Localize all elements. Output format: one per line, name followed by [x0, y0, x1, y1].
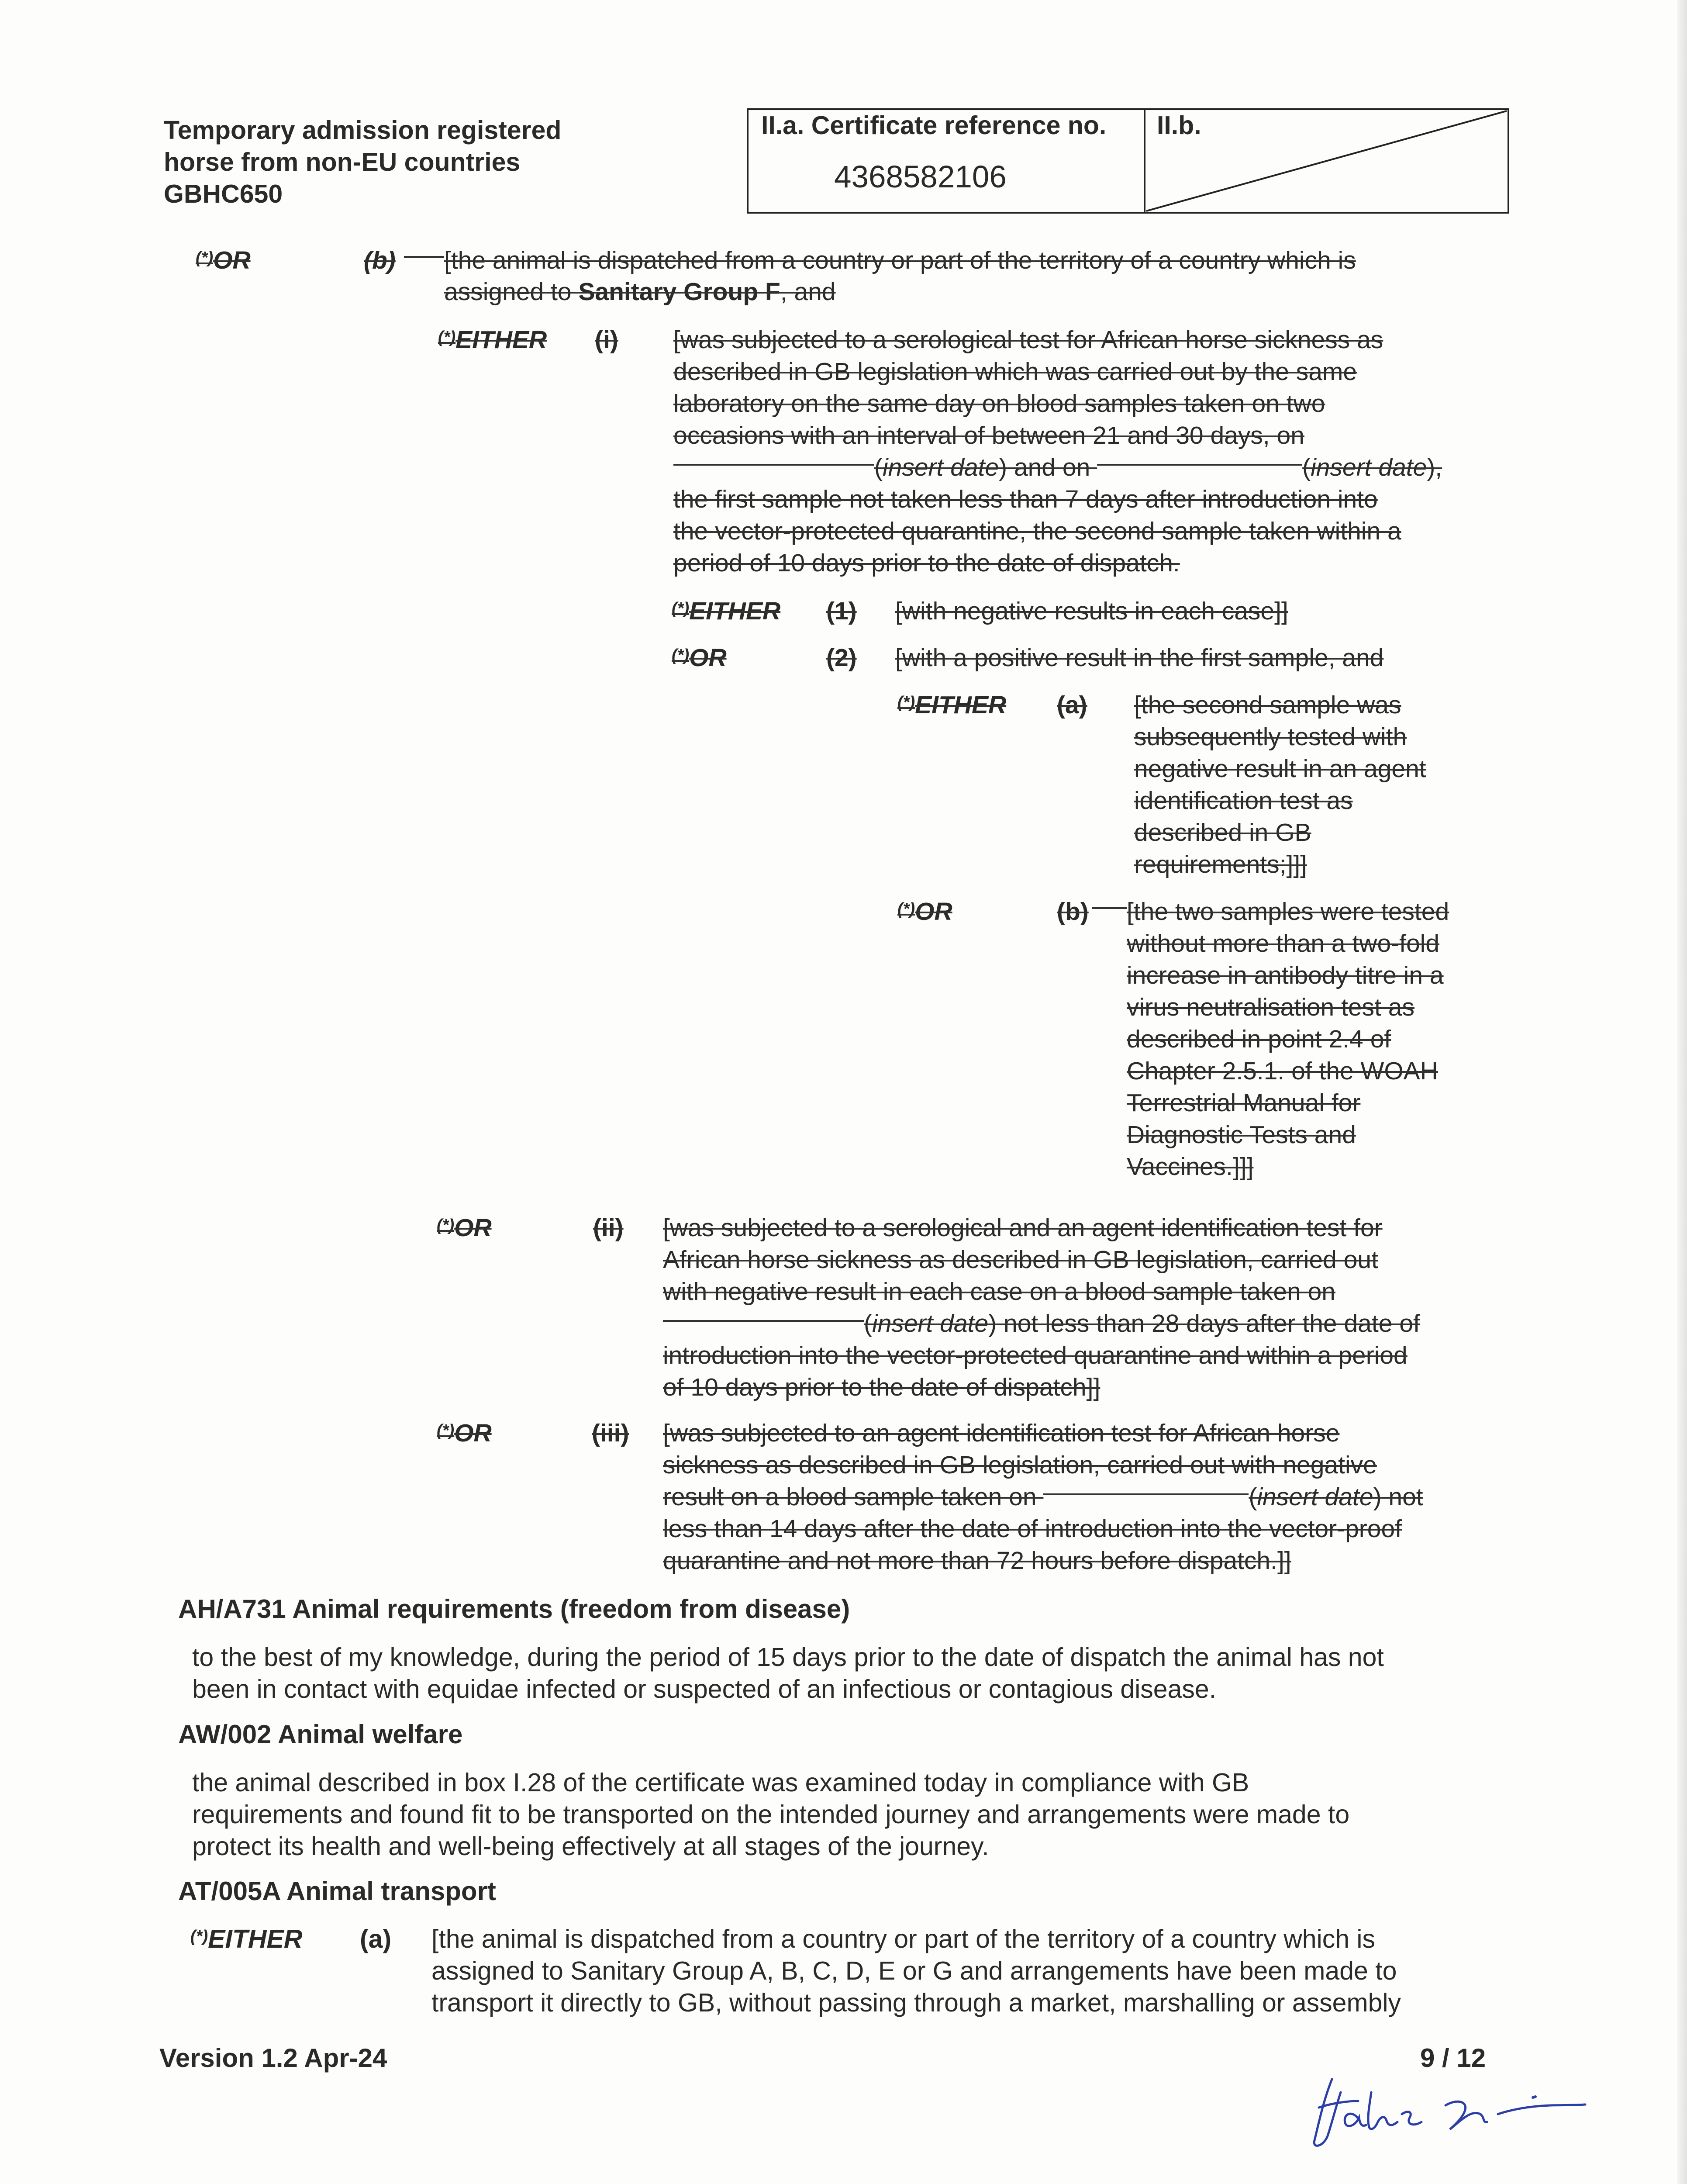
point-b-marker: (b) [364, 246, 396, 274]
point-ii-line6: of 10 days prior to the date of dispatch]] [663, 1373, 1101, 1401]
or-label: (*)OR [437, 1214, 492, 1242]
point-ii-line1: [was subjected to a serological and an agent identification test for [663, 1214, 1383, 1242]
sub-b-line6: Chapter 2.5.1. of the WOAH [1127, 1057, 1438, 1085]
point-i-line7: the vector-protected quarantine, the second sample taken within a [673, 517, 1401, 545]
sub-b-line3: increase in antibody titre in a [1127, 961, 1444, 989]
option-1-marker: (1) [826, 597, 857, 625]
sub-b-line4: virus neutralisation test as [1127, 993, 1414, 1021]
point-b-line1: [the animal is dispatched from a country or part of the territory of a country which is [444, 246, 1356, 274]
point-ii-line4: (insert date) not less than 28 days after the date of [663, 1308, 1420, 1339]
point-iii-line2: sickness as described in GB legislation, carried out with negative [663, 1451, 1377, 1479]
cert-ref-label: II.a. Certificate reference no. [761, 111, 1107, 140]
signature [1306, 2066, 1594, 2153]
or-label: (*)OR [897, 898, 952, 926]
point-i-line1: [was subjected to a serological test for African horse sickness as [673, 326, 1383, 354]
section-heading-at-005a: AT/005A Animal transport [178, 1876, 496, 1906]
either-label: (*)EITHER [190, 1925, 303, 1953]
at-005a-text: [the animal is dispatched from a country or part of the territory of a country which is assigned to Sanitary Group A, B, C, D, E or G and arrangements have been made to transport it directly to GB, without passing through a market, marshalling or assembly [431, 1925, 1401, 2017]
sub-a-line6: requirements;]]] [1134, 850, 1307, 878]
sub-a-line2: subsequently tested with [1134, 723, 1407, 751]
point-iii-line4: less than 14 days after the date of introduction into the vector-proof [663, 1515, 1402, 1543]
point-iii-line1: [was subjected to an agent identification test for African horse [663, 1419, 1340, 1447]
point-i-line8: period of 10 days prior to the date of dispatch. [673, 549, 1180, 577]
point-i-marker: (i) [595, 326, 618, 354]
or-label: (*)OR [437, 1419, 492, 1447]
point-i-line4: occasions with an interval of between 21 and 30 days, on [673, 422, 1304, 449]
either-label: (*)EITHER [897, 691, 1007, 719]
sub-b-line5: described in point 2.4 of [1127, 1025, 1391, 1053]
option-1-text: [with negative results in each case]] [895, 597, 1288, 625]
sub-b-line1: [the two samples were tested [1127, 898, 1449, 926]
point-ii-marker: (ii) [593, 1214, 624, 1242]
at-005a-marker: (a) [360, 1925, 392, 1953]
either-label: (*)EITHER [672, 597, 781, 625]
sub-b-line2: without more than a two-fold [1127, 930, 1440, 957]
sub-a-marker: (a) [1057, 691, 1087, 719]
cert-ref-value: 4368582106 [834, 160, 1007, 194]
sub-b-marker: (b) [1057, 898, 1089, 926]
iib-diagonal-line [1145, 109, 1508, 213]
iib-label: II.b. [1157, 111, 1201, 140]
strike-gap [404, 256, 444, 258]
section-heading-ah-a731: AH/A731 Animal requirements (freedom from disease) [178, 1594, 850, 1624]
sub-b-line8: Diagnostic Tests and [1127, 1121, 1356, 1149]
sub-a-line3: negative result in an agent [1134, 755, 1426, 783]
point-ii-line5: introduction into the vector-protected quarantine and within a period [663, 1341, 1408, 1369]
option-2-text: [with a positive result in the first sample, and [895, 644, 1384, 672]
point-i-line6: the first sample not taken less than 7 days after introduction into [673, 485, 1378, 513]
point-ii-line3: with negative result in each case on a blood sample taken on [663, 1278, 1335, 1306]
either-label: (*)EITHER [438, 326, 547, 354]
point-iii-line5: quarantine and not more than 72 hours before dispatch.]] [663, 1547, 1291, 1575]
ah-a731-text: to the best of my knowledge, during the period of 15 days prior to the date of dispatch the animal has not been in contact with equidae infected or suspected of an infectious or contagious disease. [192, 1643, 1384, 1704]
scan-edge [1677, 0, 1687, 2184]
point-i-line2: described in GB legislation which was carried out by the same [673, 358, 1357, 386]
sub-a-line5: described in GB [1134, 819, 1311, 847]
version-label: Version 1.2 Apr-24 [159, 2043, 387, 2073]
sub-a-line1: [the second sample was [1134, 691, 1401, 719]
point-b-line2: assigned to Sanitary Group F, and [444, 278, 836, 306]
point-iii-line3: result on a blood sample taken on (insert date) not [663, 1483, 1423, 1511]
sub-b-line7: Terrestrial Manual for [1127, 1089, 1361, 1117]
sub-a-line4: identification test as [1134, 787, 1353, 815]
point-iii-marker: (iii) [592, 1419, 629, 1447]
document-title: Temporary admission registered horse from non-EU countries GBHC650 [164, 116, 562, 208]
strike-gap [1092, 907, 1127, 909]
section-heading-aw-002: AW/002 Animal welfare [178, 1720, 463, 1749]
or-label: (*)OR [196, 246, 251, 274]
option-2-marker: (2) [826, 644, 857, 672]
or-label: (*)OR [672, 644, 727, 672]
point-i-line3: laboratory on the same day on blood samples taken on two [673, 390, 1325, 418]
aw-002-text: the animal described in box I.28 of the certificate was examined today in compliance with GB requirements and found fit to be transported on the intended journey and arrangements were made to protect its health and well-being effectively at all stages of the journey. [192, 1768, 1350, 1861]
point-i-line5: (insert date) and on (insert date), [673, 452, 1442, 483]
sub-b-line9: Vaccines.]]] [1127, 1153, 1254, 1181]
page-number: 9 / 12 [1420, 2043, 1486, 2073]
point-ii-line2: African horse sickness as described in GB legislation, carried out [663, 1246, 1378, 1274]
